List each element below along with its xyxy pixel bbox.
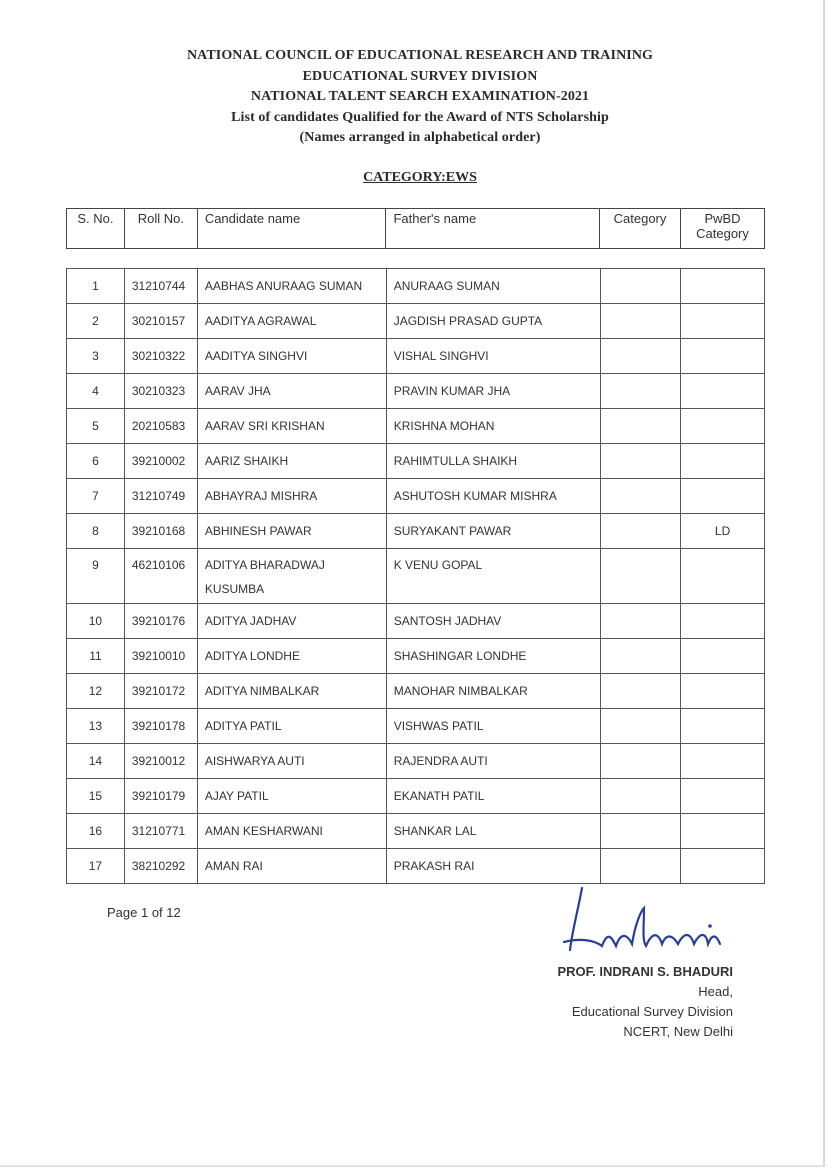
father-name-cell: PRAVIN KUMAR JHA xyxy=(386,374,600,409)
sno-cell: 16 xyxy=(67,814,125,849)
candidate-name-cell xyxy=(197,444,386,479)
candidate-name: ADITYA PATIL xyxy=(204,719,282,733)
candidate-name: AJAY PATIL xyxy=(204,789,269,803)
father-name-cell: JAGDISH PRASAD GUPTA xyxy=(386,304,600,339)
table-row xyxy=(67,674,765,709)
candidate-name: ADITYA NIMBALKAR xyxy=(204,684,320,698)
father-name-cell: EKANATH PATIL xyxy=(386,779,600,814)
roll-cell: 31210749 xyxy=(124,479,197,514)
column-header-roll: Roll No. xyxy=(124,209,197,249)
table-row xyxy=(67,549,765,604)
category-cell xyxy=(600,269,681,304)
header-line-list-title: List of candidates Qualified for the Award of NTS Scholarship xyxy=(231,109,609,125)
sno-cell: 7 xyxy=(67,479,125,514)
table-row xyxy=(67,779,765,814)
category-cell xyxy=(600,549,681,604)
candidate-name-cell xyxy=(197,374,386,409)
candidate-name: ABHAYRAJ MISHRA xyxy=(204,489,318,503)
pwbd-cell xyxy=(681,744,765,779)
pwbd-cell xyxy=(681,814,765,849)
candidate-name: AMAN KESHARWANI xyxy=(204,824,323,838)
sno-cell: 13 xyxy=(67,709,125,744)
signatory-block xyxy=(557,962,733,1042)
candidate-name: ABHINESH PAWAR xyxy=(204,524,312,538)
roll-cell: 39210010 xyxy=(124,639,197,674)
candidate-name: AARAV JHA xyxy=(204,384,271,398)
table-row xyxy=(67,744,765,779)
father-name-cell: PRAKASH RAI xyxy=(386,849,600,884)
roll-cell: 39210176 xyxy=(124,604,197,639)
table-row xyxy=(67,374,765,409)
roll-cell: 39210168 xyxy=(124,514,197,549)
pwbd-cell xyxy=(681,709,765,744)
signatory-organisation: NCERT, New Delhi xyxy=(623,1024,733,1039)
pwbd-cell xyxy=(681,444,765,479)
pwbd-cell xyxy=(681,674,765,709)
table-row xyxy=(67,269,765,304)
table-row xyxy=(67,814,765,849)
table-row xyxy=(67,339,765,374)
sno-cell: 14 xyxy=(67,744,125,779)
roll-cell: 20210583 xyxy=(124,409,197,444)
candidate-name: AARAV SRI KRISHAN xyxy=(204,419,325,433)
signatory-division: Educational Survey Division xyxy=(571,1004,733,1019)
sno-cell: 2 xyxy=(67,304,125,339)
table-row xyxy=(67,444,765,479)
candidate-name-cell xyxy=(197,709,386,744)
candidates-table xyxy=(66,268,765,884)
candidate-name-cell xyxy=(197,779,386,814)
candidate-name-cell xyxy=(197,849,386,884)
roll-cell: 30210323 xyxy=(124,374,197,409)
category-cell xyxy=(600,744,681,779)
document-header xyxy=(0,46,827,149)
candidate-name-cell xyxy=(197,744,386,779)
candidate-name-cell xyxy=(197,269,386,304)
father-name-cell: SANTOSH JADHAV xyxy=(386,604,600,639)
table-row xyxy=(67,849,765,884)
table-row xyxy=(67,639,765,674)
category-cell xyxy=(600,514,681,549)
category-heading: CATEGORY:EWS xyxy=(363,170,477,185)
category-cell xyxy=(600,444,681,479)
column-header-category: Category xyxy=(600,209,681,249)
category-cell xyxy=(600,814,681,849)
sno-cell: 4 xyxy=(67,374,125,409)
candidate-name-cell xyxy=(197,409,386,444)
pwbd-cell xyxy=(681,849,765,884)
roll-cell: 30210157 xyxy=(124,304,197,339)
candidate-name-cell xyxy=(197,814,386,849)
category-cell xyxy=(600,849,681,884)
pwbd-cell xyxy=(681,549,765,604)
category-cell xyxy=(600,674,681,709)
category-cell xyxy=(600,709,681,744)
candidate-name: ADITYA BHARADWAJ xyxy=(204,558,325,572)
father-name-cell: SHANKAR LAL xyxy=(386,814,600,849)
column-header-table xyxy=(66,208,765,249)
roll-cell: 30210322 xyxy=(124,339,197,374)
roll-cell: 46210106 xyxy=(124,549,197,604)
table-row xyxy=(67,304,765,339)
sno-cell: 17 xyxy=(67,849,125,884)
roll-cell: 39210012 xyxy=(124,744,197,779)
candidate-name: AISHWARYA AUTI xyxy=(204,754,305,768)
column-header-sno: S. No. xyxy=(67,209,125,249)
sno-cell: 1 xyxy=(67,269,125,304)
header-line-division: EDUCATIONAL SURVEY DIVISION xyxy=(302,68,538,84)
father-name-cell: MANOHAR NIMBALKAR xyxy=(386,674,600,709)
pwbd-cell xyxy=(681,604,765,639)
signatory-name: PROF. INDRANI S. BHADURI xyxy=(557,964,733,979)
sno-cell: 10 xyxy=(67,604,125,639)
father-name-cell: VISHAL SINGHVI xyxy=(386,339,600,374)
sno-cell: 8 xyxy=(67,514,125,549)
father-name-cell: SHASHINGAR LONDHE xyxy=(386,639,600,674)
candidate-name-cell xyxy=(197,304,386,339)
candidate-name-cell xyxy=(197,604,386,639)
header-line-exam: NATIONAL TALENT SEARCH EXAMINATION-2021 xyxy=(250,89,590,104)
candidate-name: AARIZ SHAIKH xyxy=(204,454,289,468)
candidate-name-cell xyxy=(197,674,386,709)
father-name-cell: ASHUTOSH KUMAR MISHRA xyxy=(386,479,600,514)
father-name-cell: K VENU GOPAL xyxy=(386,549,600,604)
pwbd-cell xyxy=(681,639,765,674)
roll-cell: 39210179 xyxy=(124,779,197,814)
category-cell xyxy=(600,604,681,639)
candidate-name-cell xyxy=(197,514,386,549)
pwbd-cell xyxy=(681,409,765,444)
table-row xyxy=(67,709,765,744)
father-name-cell: ANURAAG SUMAN xyxy=(386,269,600,304)
sno-cell: 11 xyxy=(67,639,125,674)
category-cell xyxy=(600,479,681,514)
table-row xyxy=(67,409,765,444)
column-header-pwbd xyxy=(681,209,765,249)
pwbd-cell xyxy=(681,339,765,374)
table-row xyxy=(67,604,765,639)
sno-cell: 12 xyxy=(67,674,125,709)
pwbd-cell xyxy=(681,374,765,409)
sno-cell: 3 xyxy=(67,339,125,374)
father-name-cell: RAJENDRA AUTI xyxy=(386,744,600,779)
header-line-order-note: (Names arranged in alphabetical order) xyxy=(299,130,541,145)
table-row xyxy=(67,514,765,549)
roll-cell: 31210771 xyxy=(124,814,197,849)
signatory-designation: Head, xyxy=(698,984,733,999)
candidate-name: ADITYA JADHAV xyxy=(204,614,297,628)
category-cell xyxy=(600,374,681,409)
father-name-cell: VISHWAS PATIL xyxy=(386,709,600,744)
candidate-name-cell xyxy=(197,479,386,514)
candidates-table-body xyxy=(67,269,765,884)
pwbd-line2: Category xyxy=(696,226,749,241)
pwbd-cell xyxy=(681,479,765,514)
page-number: Page 1 of 12 xyxy=(107,905,181,920)
column-header-father-name: Father's name xyxy=(386,209,600,249)
father-name-cell: KRISHNA MOHAN xyxy=(386,409,600,444)
sno-cell: 15 xyxy=(67,779,125,814)
category-cell xyxy=(600,304,681,339)
candidate-name: AADITYA SINGHVI xyxy=(204,349,308,363)
roll-cell: 39210178 xyxy=(124,709,197,744)
sno-cell: 9 xyxy=(67,549,125,604)
candidate-name: AABHAS ANURAAG SUMAN xyxy=(204,279,363,293)
pwbd-cell xyxy=(681,779,765,814)
roll-cell: 38210292 xyxy=(124,849,197,884)
category-cell xyxy=(600,639,681,674)
candidate-name: AADITYA AGRAWAL xyxy=(204,314,317,328)
candidate-name-cell xyxy=(197,549,386,604)
candidate-name-cell xyxy=(197,339,386,374)
sno-cell: 6 xyxy=(67,444,125,479)
roll-cell: 39210172 xyxy=(124,674,197,709)
sno-cell: 5 xyxy=(67,409,125,444)
candidate-name: AMAN RAI xyxy=(204,859,263,873)
father-name-cell: SURYAKANT PAWAR xyxy=(386,514,600,549)
roll-cell: 31210744 xyxy=(124,269,197,304)
column-header-row xyxy=(67,209,765,249)
father-name-cell: RAHIMTULLA SHAIKH xyxy=(386,444,600,479)
roll-cell: 39210002 xyxy=(124,444,197,479)
category-cell xyxy=(600,339,681,374)
pwbd-cell xyxy=(681,304,765,339)
table-row xyxy=(67,479,765,514)
pwbd-line1: PwBD xyxy=(704,211,741,226)
candidate-name: ADITYA LONDHE xyxy=(204,649,300,663)
pwbd-cell: LD xyxy=(681,514,765,549)
candidate-name-continued: KUSUMBA xyxy=(204,582,265,596)
category-cell xyxy=(600,779,681,814)
pwbd-cell xyxy=(681,269,765,304)
column-header-candidate-name: Candidate name xyxy=(197,209,386,249)
candidate-name-cell xyxy=(197,639,386,674)
category-cell xyxy=(600,409,681,444)
signature-image xyxy=(560,880,740,960)
header-line-council: NATIONAL COUNCIL OF EDUCATIONAL RESEARCH AND TRAINING xyxy=(186,48,654,63)
